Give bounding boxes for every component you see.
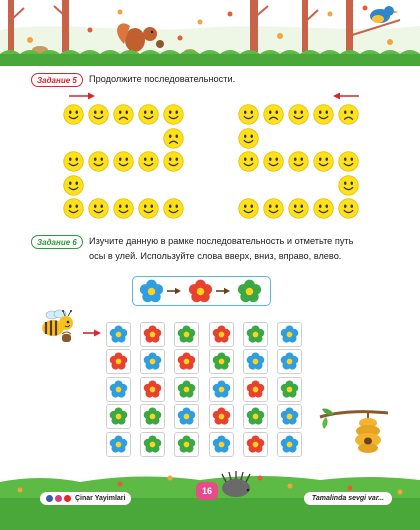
task5-instruction: Продолжите последовательности. <box>89 74 236 84</box>
flower-green-icon <box>280 380 299 399</box>
start-arrow-icon <box>82 329 102 337</box>
flower-red-icon <box>109 352 128 371</box>
footer-slogan: Tamalinda sevgi var... <box>304 492 392 505</box>
grid-cell[interactable] <box>106 322 131 347</box>
grid-cell[interactable] <box>277 404 302 429</box>
happy-face-icon <box>338 198 359 219</box>
happy-face-icon <box>63 198 84 219</box>
sad-face-icon <box>163 128 184 149</box>
flower-blue-icon <box>280 435 299 454</box>
task6-instruction-line1: Изучите данную в рамке последовательность и отметьте путь <box>89 236 354 246</box>
grid-cell[interactable] <box>209 432 234 457</box>
grid-cell[interactable] <box>174 349 199 374</box>
happy-face-icon <box>338 151 359 172</box>
happy-face-icon <box>313 198 334 219</box>
happy-face-icon <box>88 151 109 172</box>
grid-cell[interactable] <box>140 322 165 347</box>
flower-blue-icon <box>177 407 196 426</box>
flower-red-icon <box>212 407 231 426</box>
task6-label-text: Задание 6 <box>37 237 77 247</box>
happy-face-icon <box>113 198 134 219</box>
task6-instruction-line2: осы в улей. Используйте слова вверх, вниз, вправо, влево. <box>89 251 342 261</box>
youtube-icon <box>64 495 71 502</box>
happy-face-icon <box>163 104 184 125</box>
flower-red-icon <box>143 325 162 344</box>
grid-cell[interactable] <box>277 377 302 402</box>
flower-green-icon <box>177 435 196 454</box>
happy-face-icon <box>263 198 284 219</box>
grid-cell[interactable] <box>277 349 302 374</box>
brand-name: Çinar Yayimlari <box>75 495 126 502</box>
sad-face-icon <box>338 104 359 125</box>
happy-face-icon <box>263 151 284 172</box>
grid-cell[interactable] <box>106 432 131 457</box>
flower-green-icon <box>143 435 162 454</box>
grid-cell[interactable] <box>277 432 302 457</box>
grid-cell[interactable] <box>174 322 199 347</box>
grid-cell[interactable] <box>277 322 302 347</box>
sad-face-icon <box>263 104 284 125</box>
happy-face-icon <box>63 175 84 196</box>
grid-cell[interactable] <box>243 432 268 457</box>
flower-blue-icon <box>246 352 265 371</box>
grid-cell[interactable] <box>106 349 131 374</box>
happy-face-icon <box>288 151 309 172</box>
grid-cell[interactable] <box>140 404 165 429</box>
grid-cell[interactable] <box>243 322 268 347</box>
flower-green-icon <box>246 407 265 426</box>
grid-cell[interactable] <box>174 404 199 429</box>
flower-blue-icon <box>109 380 128 399</box>
happy-face-icon <box>313 104 334 125</box>
arrow-left-icon <box>332 92 360 100</box>
flower-red-icon <box>246 435 265 454</box>
grid-cell[interactable] <box>209 349 234 374</box>
flower-green-icon <box>109 407 128 426</box>
facebook-icon <box>46 495 53 502</box>
happy-face-icon <box>163 151 184 172</box>
flower-blue-icon <box>143 352 162 371</box>
happy-face-icon <box>138 198 159 219</box>
sad-face-icon <box>113 104 134 125</box>
footer-brand <box>40 492 131 505</box>
grid-cell[interactable] <box>209 404 234 429</box>
flower-green-icon <box>143 407 162 426</box>
flower-blue-icon <box>212 435 231 454</box>
flower-green-icon <box>177 325 196 344</box>
happy-face-icon <box>88 104 109 125</box>
instagram-icon <box>55 495 62 502</box>
grid-cell[interactable] <box>106 404 131 429</box>
grid-cell[interactable] <box>174 377 199 402</box>
sequence-arrow-icon <box>215 287 231 295</box>
happy-face-icon <box>163 198 184 219</box>
flower-red-icon <box>246 380 265 399</box>
beehive-icon <box>318 405 390 457</box>
flower-blue-icon <box>280 352 299 371</box>
grid-cell[interactable] <box>209 377 234 402</box>
flower-green-icon <box>212 352 231 371</box>
grid-cell[interactable] <box>243 404 268 429</box>
task6-label <box>31 235 83 249</box>
happy-face-icon <box>238 151 259 172</box>
task5-label-text: Задание 5 <box>37 75 77 85</box>
flower-red-icon <box>212 325 231 344</box>
happy-face-icon <box>238 104 259 125</box>
arrow-right-icon <box>68 92 96 100</box>
flower-blue-icon <box>280 407 299 426</box>
flower-red-icon <box>177 352 196 371</box>
sequence-flower-blue-icon <box>139 279 164 309</box>
flower-blue-icon <box>280 325 299 344</box>
happy-face-icon <box>63 104 84 125</box>
happy-face-icon <box>288 104 309 125</box>
happy-face-icon <box>113 151 134 172</box>
happy-face-icon <box>313 151 334 172</box>
flower-blue-icon <box>109 435 128 454</box>
grid-cell[interactable] <box>209 322 234 347</box>
bee-icon <box>38 308 82 346</box>
grid-cell[interactable] <box>174 432 199 457</box>
flower-blue-icon <box>109 325 128 344</box>
happy-face-icon <box>138 151 159 172</box>
flower-red-icon <box>143 380 162 399</box>
task5-label <box>31 73 83 87</box>
flower-green-icon <box>246 325 265 344</box>
flower-blue-icon <box>212 380 231 399</box>
sequence-arrow-icon <box>166 287 182 295</box>
grid-cell[interactable] <box>140 349 165 374</box>
happy-face-icon <box>288 198 309 219</box>
grid-cell[interactable] <box>243 349 268 374</box>
happy-face-icon <box>88 198 109 219</box>
grid-cell[interactable] <box>106 377 131 402</box>
flower-green-icon <box>177 380 196 399</box>
happy-face-icon <box>238 128 259 149</box>
happy-face-icon <box>238 198 259 219</box>
header-forest-illustration <box>0 0 420 66</box>
happy-face-icon <box>63 151 84 172</box>
page-number: 16 <box>196 482 218 500</box>
grid-cell[interactable] <box>140 377 165 402</box>
happy-face-icon <box>338 175 359 196</box>
grid-cell[interactable] <box>140 432 165 457</box>
grid-cell[interactable] <box>243 377 268 402</box>
sequence-flower-green-icon <box>237 279 262 309</box>
happy-face-icon <box>138 104 159 125</box>
sequence-flower-red-icon <box>188 279 213 309</box>
